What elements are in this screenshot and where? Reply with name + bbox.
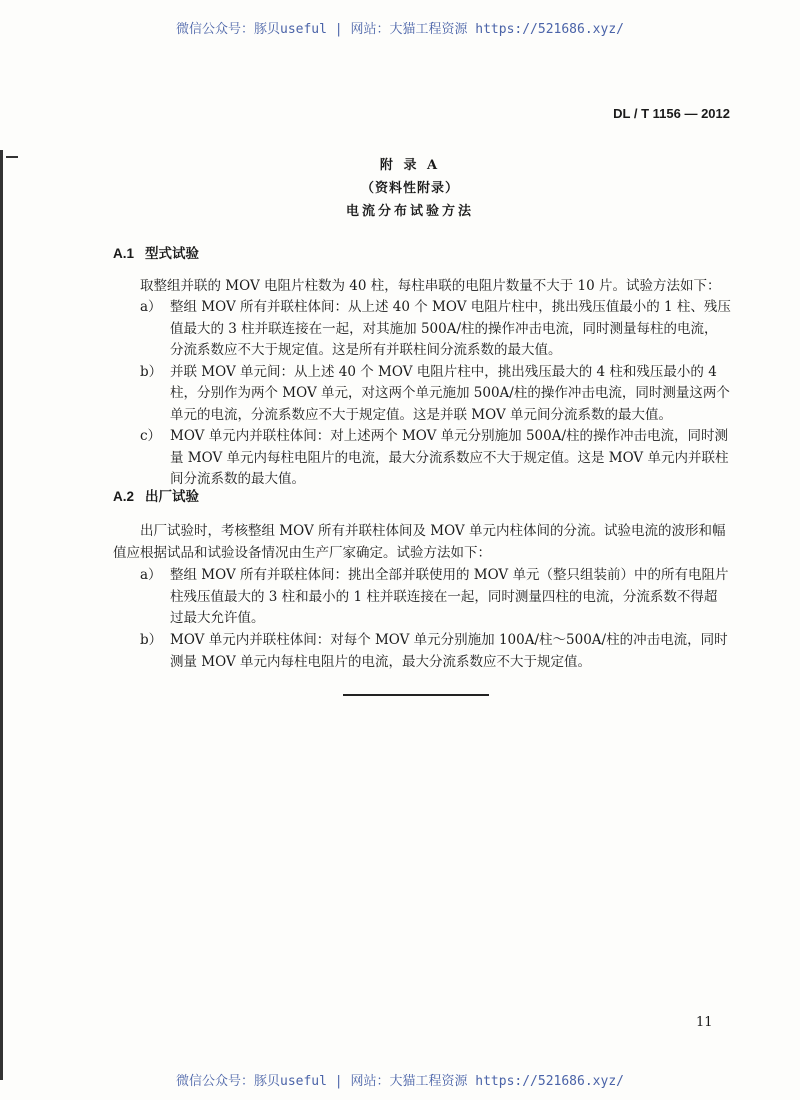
section-heading bbox=[113, 485, 199, 505]
list-item-line: 测量 MOV 单元内每柱电阻片的电流，最大分流系数应不大于规定值。 bbox=[170, 654, 591, 670]
list-marker: a） bbox=[140, 567, 162, 583]
paragraph-line: 出厂试验时，考核整组 MOV 所有并联柱体间及 MOV 单元内柱体间的分流。试验电流的波形和幅 bbox=[140, 523, 726, 539]
list-item-line: MOV 单元内并联柱体间：对每个 MOV 单元分别施加 100A/柱～500A/柱的冲击电流，同时 bbox=[170, 632, 728, 648]
list-item-line: 值最大的 3 柱并联连接在一起，对其施加 500A/柱的操作冲击电流，同时测量每柱的电流， bbox=[170, 321, 718, 337]
list-item-line: 柱，分别作为两个 MOV 单元，对这两个单元施加 500A/柱的操作冲击电流，同时测量这两个 bbox=[170, 385, 730, 401]
list-item-line: 单元的电流，分流系数应不大于规定值。这是并联 MOV 单元间分流系数的最大值。 bbox=[170, 407, 672, 423]
list-item-line: 并联 MOV 单元间：从上述 40 个 MOV 电阻片柱中，挑出残压最大的 4 柱和残压最小的 4 bbox=[170, 364, 717, 380]
section-title: 型式试验 bbox=[145, 246, 199, 261]
list-marker: a） bbox=[140, 299, 162, 315]
list-marker: b） bbox=[140, 632, 163, 648]
scan-edge bbox=[0, 150, 3, 1080]
list-item-line: 整组 MOV 所有并联柱体间：挑出全部并联使用的 MOV 单元（整只组装前）中的所有电阻片 bbox=[170, 567, 729, 583]
section-heading bbox=[113, 242, 199, 262]
list-item-line: 分流系数应不大于规定值。这是所有并联柱间分流系数的最大值。 bbox=[170, 342, 562, 358]
section-number: A.1 bbox=[113, 246, 135, 261]
paragraph-line: 值应根据试品和试验设备情况由生产厂家确定。试验方法如下： bbox=[113, 545, 491, 561]
list-item-line: 整组 MOV 所有并联柱体间：从上述 40 个 MOV 电阻片柱中，挑出残压值最小的 1 柱、残压 bbox=[170, 299, 731, 315]
list-marker: c） bbox=[140, 428, 162, 444]
appendix-type: （资料性附录） bbox=[360, 181, 459, 196]
paragraph-line: 取整组并联的 MOV 电阻片柱数为 40 柱，每柱串联的电阻片数量不大于 10 片。试验方法如下： bbox=[140, 278, 721, 294]
section-title: 出厂试验 bbox=[145, 489, 199, 504]
list-item-line: MOV 单元内并联柱体间：对上述两个 MOV 单元分别施加 500A/柱的操作冲击电流，同时测 bbox=[170, 428, 729, 444]
end-rule bbox=[343, 694, 489, 696]
list-marker: b） bbox=[140, 364, 163, 380]
list-item-line: 过最大允许值。 bbox=[170, 610, 265, 626]
list-item-line: 间分流系数的最大值。 bbox=[170, 471, 305, 487]
page-number: 11 bbox=[696, 1015, 713, 1030]
section-number: A.2 bbox=[113, 489, 135, 504]
standard-code: DL / T 1156 — 2012 bbox=[613, 106, 730, 121]
list-item-line: 量 MOV 单元内每柱电阻片的电流，最大分流系数应不大于规定值。这是 MOV 单元内并联柱 bbox=[170, 450, 729, 466]
watermark-top: 微信公众号：豚贝useful | 网站：大猫工程资源 https://521686.xyz/ bbox=[176, 22, 624, 37]
watermark-bottom: 微信公众号：豚贝useful | 网站：大猫工程资源 https://521686.xyz/ bbox=[176, 1074, 624, 1089]
list-item-line: 柱残压值最大的 3 柱和最小的 1 柱并联连接在一起，同时测量四柱的电流，分流系数不得超 bbox=[170, 589, 718, 605]
appendix-label: 附 录 A bbox=[379, 158, 441, 173]
appendix-title: 电流分布试验方法 bbox=[345, 204, 474, 219]
